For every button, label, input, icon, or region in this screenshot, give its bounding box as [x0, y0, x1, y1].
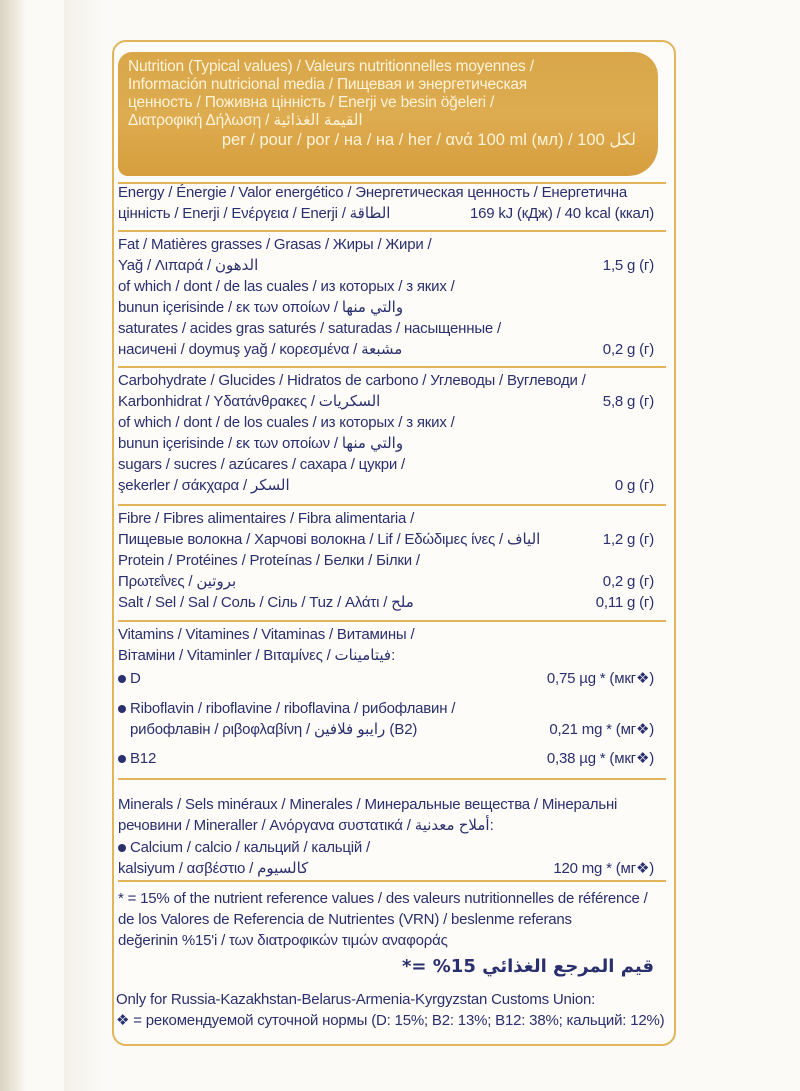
fat-section [118, 230, 666, 232]
vitamin-d-value: 0,75 µg * (мкг❖) [546, 670, 654, 687]
fibre-label: Fibre / Fibres alimentaires / Fibra alimentaria / [118, 510, 415, 527]
energy-label: Energy / Énergie / Valor energético / Энергетическая ценность / Енергетична [118, 184, 628, 201]
protein-label-2: Πρωτεΐνες / بروتين [118, 573, 237, 590]
protein-label: Protein / Protéines / Proteínas / Белки / Білки / [118, 552, 420, 569]
fat-value: 1,5 g (г) [602, 257, 654, 274]
sugars-value: 0 g (г) [614, 477, 654, 494]
per-100ml: per / pour / por / на / на / her / ανά 100 ml (мл) / 100 لكل [221, 131, 636, 149]
riboflavin-row [118, 719, 654, 740]
carbs-label: Carbohydrate / Glucides / Hidratos de carbono / Углеводы / Вуглеводи / [118, 372, 586, 389]
nutrition-table [112, 40, 676, 1046]
energy-value: 169 kJ (кДж) / 40 kcal (ккал) [469, 205, 654, 222]
sugars-row [118, 475, 654, 496]
customs-union-note: Only for Russia-Kazakhstan-Belarus-Armenia-Kyrgyzstan Customs Union: [116, 991, 596, 1008]
bullet-icon [118, 675, 126, 683]
carbs-row [118, 391, 654, 412]
fat-row [118, 255, 654, 276]
protein-value: 0,2 g (г) [602, 573, 654, 590]
salt-value: 0,11 g (г) [595, 594, 654, 611]
sugars-label: sugars / sucres / azúcares / сахара / цукри / [118, 456, 405, 473]
calcium-row [118, 858, 654, 879]
vitamin-d-label: D [130, 670, 141, 687]
carbs-of-which: of which / dont / de los cuales / из которых / з яких / [118, 414, 455, 431]
carbs-section [118, 366, 666, 368]
package-edge-shadow [0, 0, 26, 1091]
header-line: Información nutricional media / Пищевая и энергетическая [128, 76, 527, 93]
salt-row [118, 592, 654, 613]
vitamins-label-2: Вітаміни / Vitaminler / Βιταμίνες / فيتامينات: [118, 647, 396, 664]
calcium-label-2: kalsiyum / ασβέστιο / كالسيوم [118, 860, 309, 877]
energy-row [118, 203, 654, 224]
vitamins-label: Vitamins / Vitamines / Vitaminas / Витамины / [118, 626, 415, 643]
minerals-label-2: речовини / Mineraller / Ανόργανα συστατικά / أملاح معدنية: [118, 817, 494, 834]
b12-row [118, 748, 654, 769]
vitamins-section [118, 620, 666, 622]
minerals-label: Minerals / Sels minéraux / Minerales / Минеральные вещества / Мінеральні [118, 796, 618, 813]
fat-of-which: of which / dont / de las cuales / из которых / з яких / [118, 278, 455, 295]
sugars-label-2: şekerler / σάκχαρα / السكر [118, 477, 290, 494]
fibre-section [118, 504, 666, 506]
carbs-value: 5,8 g (г) [602, 393, 654, 410]
calcium-label [118, 837, 654, 858]
riboflavin-label-text: Riboflavin / riboflavine / riboflavina / рибофлавин / [130, 700, 456, 717]
minerals-section [118, 778, 666, 780]
carbs-of-which-2: bunun içerisinde / εκ των οποίων / والتي منها [118, 435, 404, 452]
salt-label: Salt / Sel / Sal / Соль / Сіль / Tuz / Αλάτι / ملح [118, 594, 414, 611]
package-fold [64, 0, 102, 1091]
b12-value: 0,38 µg * (мкг❖) [546, 750, 654, 767]
header-line: Διατροφική Δήλωση / القيمة الغذائية [128, 112, 363, 129]
reference-arabic [118, 956, 654, 977]
reference-line: değerinin %15'i / των διατροφικών τιμών αναφοράς [118, 932, 448, 949]
reference-line: * = 15% of the nutrient reference values / des valeurs nutritionnelles de référence / [118, 890, 648, 907]
riboflavin-label-2: рибофлавін / ριβοφλαβίνη / رايبو فلافين (B2) [130, 721, 418, 738]
protein-row [118, 571, 654, 592]
bullet-icon [118, 755, 126, 763]
bullet-icon [118, 844, 126, 852]
fibre-value: 1,2 g (г) [602, 531, 654, 548]
fat-label: Fat / Matières grasses / Grasas / Жиры / Жири / [118, 236, 432, 253]
reference-arabic-text: *= %15 قيم المرجع الغذائي [402, 956, 654, 977]
riboflavin-value: 0,21 mg * (мг❖) [549, 721, 654, 738]
energy-label-2: цінність / Enerji / Ενέργεια / Enerji / الطاقة [118, 205, 391, 222]
fat-label-2: Yağ / Λιπαρά / الدهون [118, 257, 259, 274]
saturates-label: saturates / acides gras saturés / saturadas / насыщенные / [118, 320, 501, 337]
header-line: Nutrition (Typical values) / Valeurs nutritionnelles moyennes / [128, 58, 534, 75]
header-line: ценность / Поживна цінність / Enerji ve besin öğeleri / [128, 94, 495, 111]
calcium-label-text: Calcium / calcio / кальций / кальцій / [130, 839, 371, 856]
b12-label: B12 [130, 750, 157, 767]
fibre-label-2: Пищевые волокна / Харчові волокна / Lif / Εδώδιμες ίνες / الياف [118, 531, 541, 548]
fat-of-which-2: bunun içerisinde / εκ των οποίων / والتي منها [118, 299, 404, 316]
vitamin-d-row [118, 668, 654, 689]
saturates-value: 0,2 g (г) [602, 341, 654, 358]
saturates-row [118, 339, 654, 360]
bullet-icon [118, 705, 126, 713]
reference-section [118, 880, 666, 882]
daily-norm-note: ❖ = рекомендуемой суточной нормы (D: 15%; B2: 13%; B12: 38%; кальций: 12%) [116, 1012, 665, 1029]
nutrition-header [118, 52, 658, 176]
carbs-label-2: Karbonhidrat / Υδατάνθρακες / السكريات [118, 393, 381, 410]
fibre-row [118, 529, 654, 550]
calcium-value: 120 mg * (мг❖) [553, 860, 654, 877]
saturates-label-2: насичені / doymuş yağ / κορεσμένα / مشبعة [118, 341, 403, 358]
reference-line: de los Valores de Referencia de Nutrientes (VRN) / beslenme referans [118, 911, 572, 928]
riboflavin-label [118, 698, 654, 719]
